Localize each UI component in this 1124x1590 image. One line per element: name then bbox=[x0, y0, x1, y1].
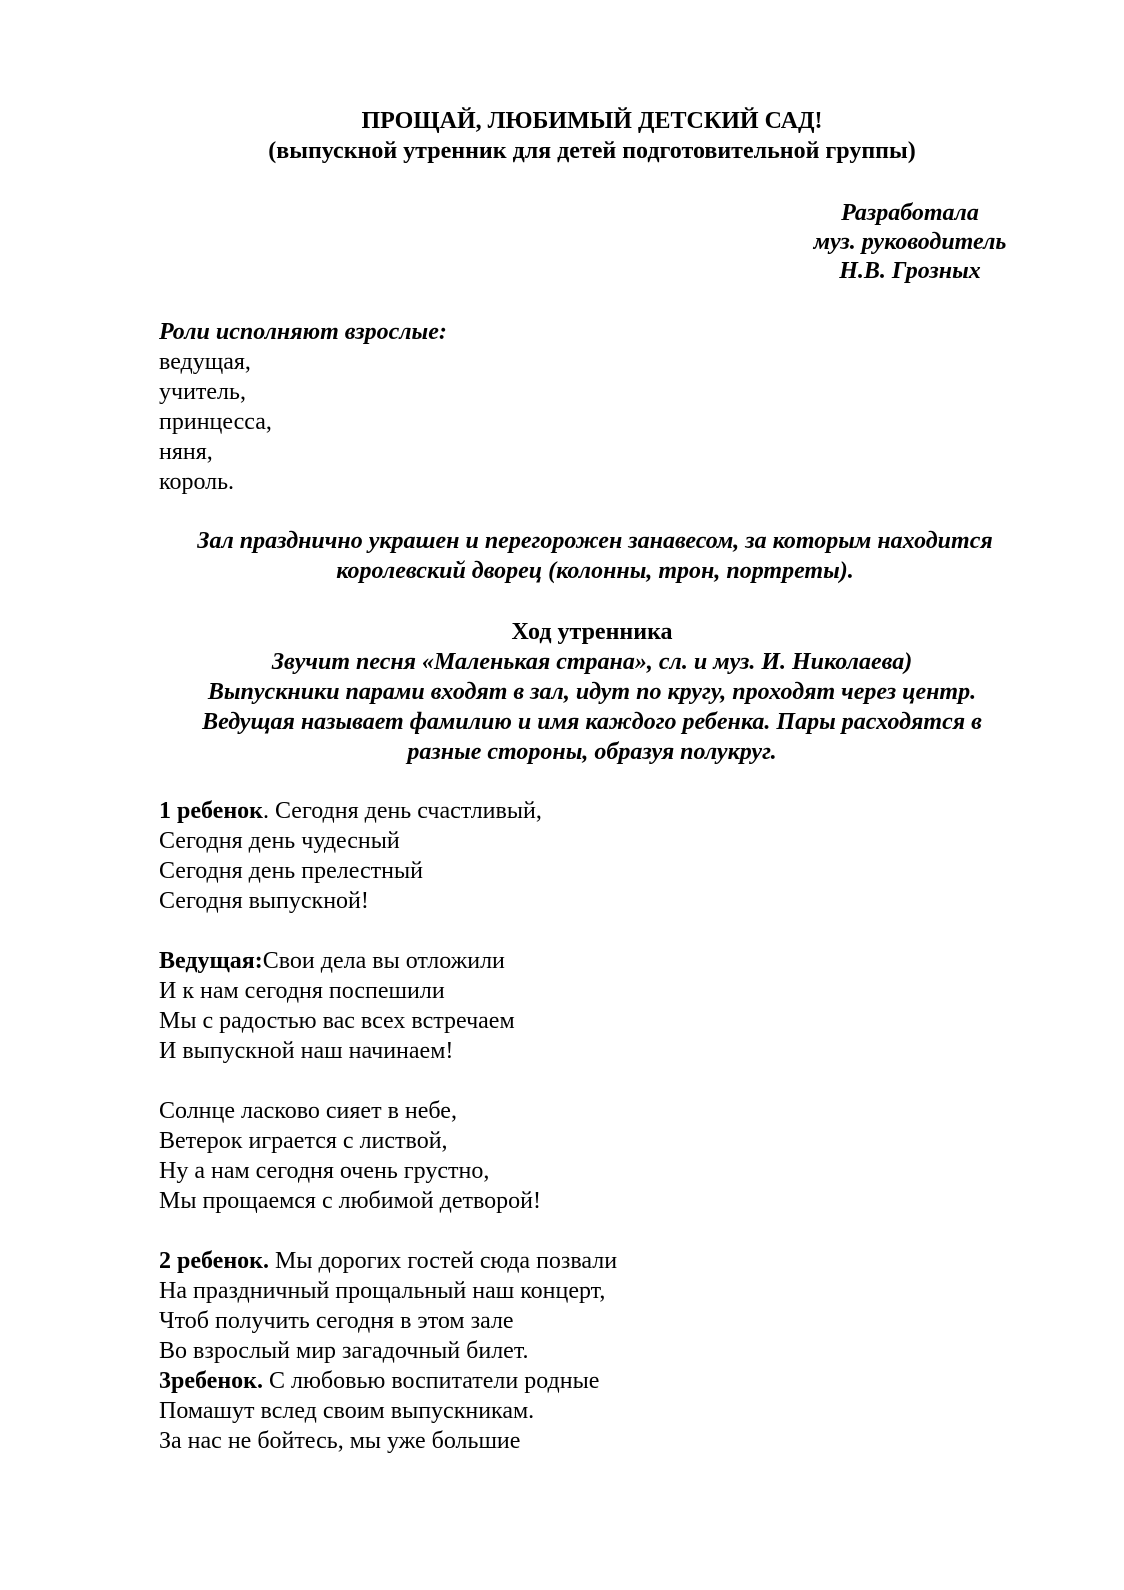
verse-host-2 bbox=[159, 1096, 541, 1216]
verse-line: Сегодня день чудесный bbox=[159, 828, 400, 854]
stage-direction-line: королевский дворец (колонны, трон, портреты). bbox=[336, 558, 854, 584]
verse-text: С любовью воспитатели родные bbox=[263, 1368, 600, 1394]
verse-line: За нас не бойтесь, мы уже большие bbox=[159, 1428, 521, 1454]
verse-line: Сегодня выпускной! bbox=[159, 888, 369, 914]
role-item: няня, bbox=[159, 439, 213, 465]
course-direction-line: разные стороны, образуя полукруг. bbox=[407, 739, 777, 765]
verse-line: Помашут вслед своим выпускникам. bbox=[159, 1398, 535, 1424]
verse-child-2-3 bbox=[159, 1246, 617, 1456]
speaker-name: 2 ребенок. bbox=[159, 1248, 269, 1274]
role-item: ведущая, bbox=[159, 349, 251, 375]
role-item: король. bbox=[159, 469, 235, 495]
verse-line: Чтоб получить сегодня в этом зале bbox=[159, 1308, 514, 1334]
stage-direction-line: Зал празднично украшен и перегорожен занавесом, за которым находится bbox=[197, 528, 993, 554]
verse-first-line bbox=[159, 946, 515, 976]
verse-line: Солнце ласково сияет в небе, bbox=[159, 1098, 457, 1124]
speaker-name: 3ребенок. bbox=[159, 1368, 263, 1394]
verse-line: Во взрослый мир загадочный билет. bbox=[159, 1338, 529, 1364]
verse-text: Мы дорогих гостей сюда позвали bbox=[269, 1248, 618, 1274]
verse-first-line bbox=[159, 1246, 617, 1276]
role-item: принцесса, bbox=[159, 409, 272, 435]
verse-first-line bbox=[159, 1366, 617, 1396]
verse-line: Сегодня день прелестный bbox=[159, 858, 423, 884]
verse-line: На праздничный прощальный наш концерт, bbox=[159, 1278, 606, 1304]
verse-line: И к нам сегодня поспешили bbox=[159, 978, 445, 1004]
author-credit-line: Разработала bbox=[841, 200, 979, 226]
document-title: ПРОЩАЙ, ЛЮБИМЫЙ ДЕТСКИЙ САД! bbox=[361, 108, 823, 134]
verse-child-1 bbox=[159, 796, 542, 916]
author-credit bbox=[760, 199, 1060, 286]
verse-line: Мы прощаемся с любимой детворой! bbox=[159, 1188, 541, 1214]
roles-heading: Роли исполняют взрослые: bbox=[159, 319, 447, 345]
verse-line: И выпускной наш начинаем! bbox=[159, 1038, 454, 1064]
course-direction-line: Звучит песня «Маленькая страна», сл. и муз. И. Николаева) bbox=[271, 649, 913, 675]
verse-line: Мы с радостью вас всех встречаем bbox=[159, 1008, 515, 1034]
author-credit-line: муз. руководитель bbox=[813, 229, 1007, 255]
verse-line: Ну а нам сегодня очень грустно, bbox=[159, 1158, 490, 1184]
speaker-name: Ведущая: bbox=[159, 948, 263, 974]
verse-text: Свои дела вы отложили bbox=[262, 948, 505, 974]
verse-first-line bbox=[159, 796, 542, 826]
role-item: учитель, bbox=[159, 379, 246, 405]
course-direction-line: Ведущая называет фамилию и имя каждого ребенка. Пары расходятся в bbox=[202, 709, 982, 735]
document-subtitle: (выпускной утренник для детей подготовительной группы) bbox=[268, 138, 916, 164]
course-section bbox=[120, 617, 1064, 767]
speaker-name: 1 ребенок bbox=[159, 798, 263, 824]
verse-line: Ветерок играется с листвой, bbox=[159, 1128, 448, 1154]
verse-text: . Сегодня день счастливый, bbox=[263, 798, 542, 824]
verse-host bbox=[159, 946, 515, 1066]
course-heading: Ход утренника bbox=[511, 619, 673, 645]
roles-section bbox=[159, 317, 447, 497]
stage-direction bbox=[140, 526, 1050, 586]
author-name: Н.В. Грозных bbox=[839, 258, 981, 284]
course-direction-line: Выпускники парами входят в зал, идут по кругу, проходят через центр. bbox=[207, 679, 977, 705]
document-title-block bbox=[120, 106, 1064, 166]
